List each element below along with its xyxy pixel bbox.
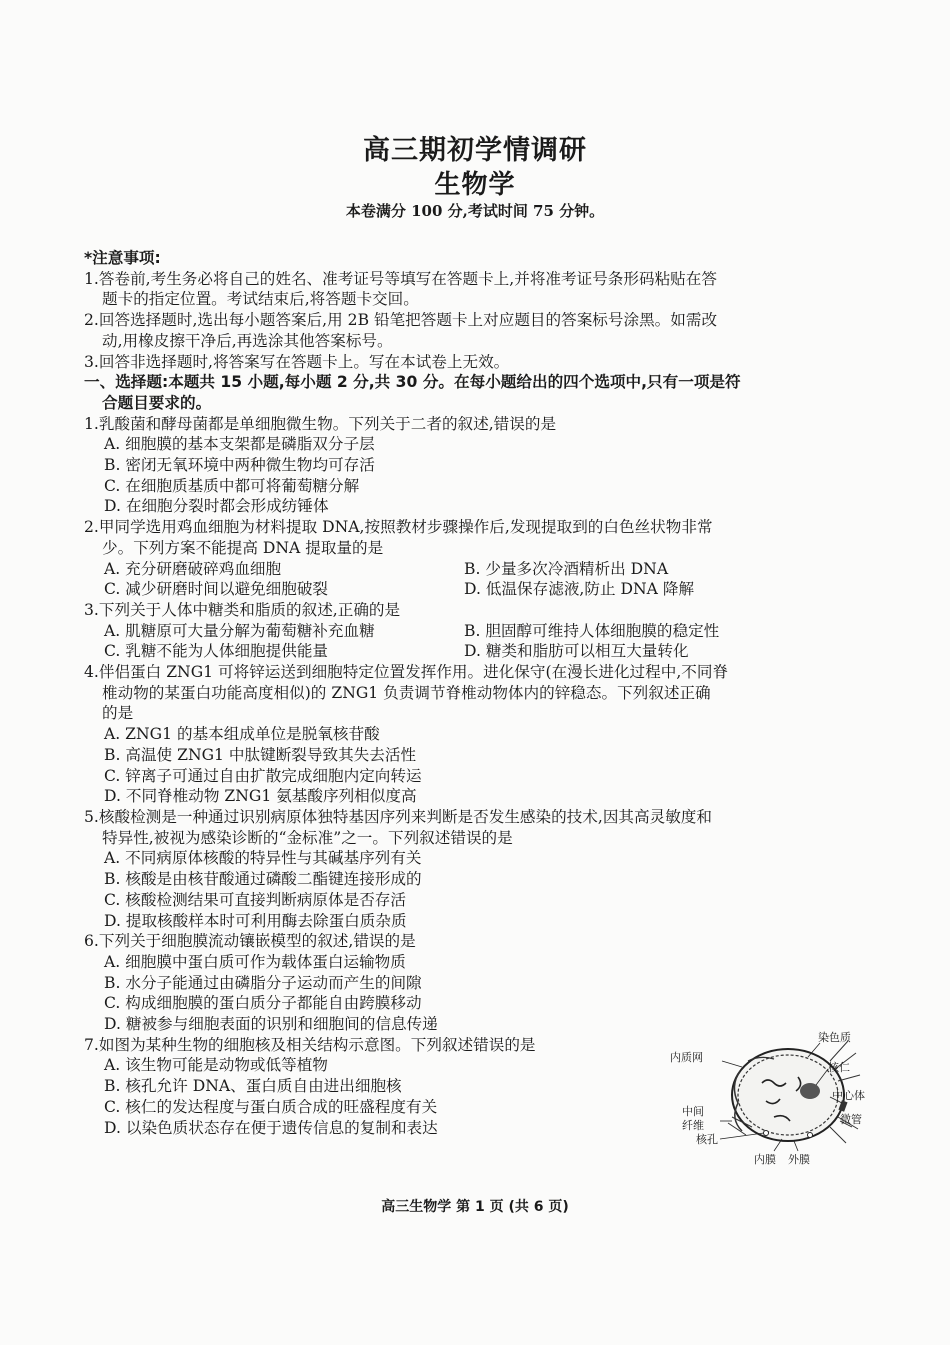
exam-content <box>84 248 874 1166</box>
label-inner-membrane: 内膜 <box>754 1152 776 1166</box>
q4-option-c: C. 锌离子可通过自由扩散完成细胞内定向转运 <box>104 766 422 785</box>
q6-option-a: A. 细胞膜中蛋白质可作为载体蛋白运输物质 <box>104 952 406 971</box>
q2-stem-cont: 少。下列方案不能提高 DNA 提取量的是 <box>102 538 384 557</box>
notice-line: 2.回答选择题时,选出每小题答案后,用 2B 铅笔把答题卡上对应题目的答案标号涂黑。如需改 <box>84 311 718 330</box>
q1-option-d: D. 在细胞分裂时都会形成纺锤体 <box>104 497 329 516</box>
page-footer: 高三生物学 第 1 页 (共 6 页) <box>381 1199 569 1215</box>
q7-option-d: D. 以染色质状态存在便于遗传信息的复制和表达 <box>104 1118 438 1137</box>
exam-info: 本卷满分 100 分,考试时间 75 分钟。 <box>345 202 605 220</box>
q7-block <box>84 1030 874 1166</box>
q6-option-b: B. 水分子能通过由磷脂分子运动而产生的间隙 <box>104 973 422 992</box>
q6-option-d: D. 糖被参与细胞表面的识别和细胞间的信息传递 <box>104 1015 438 1034</box>
section-heading: 一、选择题:本题共 15 小题,每小题 2 分,共 30 分。在每小题给出的四个选项中,只有一项是符 <box>84 373 741 392</box>
q4-stem: 4.伴侣蛋白 ZNG1 可将锌运送到细胞特定位置发挥作用。进化保守(在漫长进化过程中,不同脊 <box>84 663 729 682</box>
q3-options-row1 <box>84 621 874 642</box>
q4-option-a: A. ZNG1 的基本组成单位是脱氧核苷酸 <box>104 725 380 744</box>
q7-option-a: A. 该生物可能是动物或低等植物 <box>104 1056 328 1075</box>
pore-shape <box>764 1130 769 1135</box>
q3-option-c: C. 乳糖不能为人体细胞提供能量 <box>104 642 329 661</box>
label-outer-membrane: 外膜 <box>788 1152 810 1166</box>
q7-option-c: C. 核仁的发达程度与蛋白质合成的旺盛程度有关 <box>104 1097 438 1116</box>
q5-option-d: D. 提取核酸样本时可利用酶去除蛋白质杂质 <box>104 911 407 930</box>
q2-option-b: B. 少量多次冷酒精析出 DNA <box>464 559 669 578</box>
q2-options-row1 <box>84 559 874 580</box>
label-filament-1: 中间 <box>682 1104 704 1118</box>
notice-line: 动,用橡皮擦干净后,再选涂其他答案标号。 <box>102 331 393 350</box>
label-microtubule: 微管 <box>840 1112 862 1126</box>
q4-stem-cont: 的是 <box>102 704 134 723</box>
q2-options-row2 <box>84 579 874 600</box>
q3-option-b: B. 胆固醇可维持人体细胞膜的稳定性 <box>464 621 720 640</box>
q5-stem: 5.核酸检测是一种通过识别病原体独特基因序列来判断是否发生感染的技术,因其高灵敏度和 <box>84 807 712 826</box>
q3-option-d: D. 糖类和脂肪可以相互大量转化 <box>464 642 689 661</box>
label-chromatin: 染色质 <box>818 1030 851 1044</box>
q1-option-b: B. 密闭无氧环境中两种微生物均可存活 <box>104 456 375 475</box>
q4-stem-cont: 椎动物的某蛋白功能高度相似)的 ZNG1 负责调节脊椎动物体内的锌稳态。下列叙述正确 <box>102 683 711 702</box>
q4-option-d: D. 不同脊椎动物 ZNG1 氨基酸序列相似度高 <box>104 787 417 806</box>
q6-stem: 6.下列关于细胞膜流动镶嵌模型的叙述,错误的是 <box>84 932 416 951</box>
q5-option-c: C. 核酸检测结果可直接判断病原体是否存活 <box>104 890 406 909</box>
notice-line: 1.答卷前,考生务必将自己的姓名、准考证号等填写在答题卡上,并将准考证号条形码粘贴在答 <box>84 269 717 288</box>
q2-stem: 2.甲同学选用鸡血细胞为材料提取 DNA,按照教材步骤操作后,发现提取到的白色丝状物非常 <box>84 518 713 537</box>
notice-line: 3.回答非选择题时,将答案写在答题卡上。写在本试卷上无效。 <box>84 352 510 371</box>
label-filament-2: 纤维 <box>682 1118 704 1132</box>
q7-option-b: B. 核孔允许 DNA、蛋白质自由进出细胞核 <box>104 1077 402 1096</box>
pore-shape <box>808 1132 813 1137</box>
nucleus-diagram <box>670 1031 880 1166</box>
q3-options-row2 <box>84 641 874 662</box>
q1-option-c: C. 在细胞质基质中都可将葡萄糖分解 <box>104 476 360 495</box>
section-heading-cont: 合题目要求的。 <box>102 393 212 412</box>
label-pore: 核孔 <box>696 1132 718 1146</box>
label-centrosome: 中心体 <box>832 1088 865 1102</box>
q6-option-c: C. 构成细胞膜的蛋白质分子都能自由跨膜移动 <box>104 994 422 1013</box>
notice-line: 题卡的指定位置。考试结束后,将答题卡交回。 <box>102 290 419 309</box>
q7-stem: 7.如图为某种生物的细胞核及相关结构示意图。下列叙述错误的是 <box>84 1035 536 1054</box>
q2-option-a: A. 充分研磨破碎鸡血细胞 <box>104 559 282 578</box>
label-nucleolus: 核仁 <box>828 1060 850 1074</box>
q1-stem: 1.乳酸菌和酵母菌都是单细胞微生物。下列关于二者的叙述,错误的是 <box>84 414 557 433</box>
q2-option-d: D. 低温保存滤液,防止 DNA 降解 <box>464 580 695 599</box>
q3-stem: 3.下列关于人体中糖类和脂质的叙述,正确的是 <box>84 600 401 619</box>
q5-option-a: A. 不同病原体核酸的特异性与其碱基序列有关 <box>104 849 422 868</box>
notice-heading: *注意事项: <box>84 249 161 267</box>
q1-option-a: A. 细胞膜的基本支架都是磷脂双分子层 <box>104 435 375 454</box>
q5-option-b: B. 核酸是由核苷酸通过磷酸二酯键连接形成的 <box>104 870 422 889</box>
exam-subject: 生物学 <box>434 170 516 200</box>
exam-title: 高三期初学情调研 <box>363 135 587 166</box>
q3-option-a: A. 肌糖原可大量分解为葡萄糖补充血糖 <box>104 621 375 640</box>
label-er: 内质网 <box>670 1050 703 1064</box>
q2-option-c: C. 减少研磨时间以避免细胞破裂 <box>104 580 329 599</box>
q4-option-b: B. 高温使 ZNG1 中肽键断裂导致其失去活性 <box>104 745 417 764</box>
nucleolus-shape <box>800 1083 820 1099</box>
q5-stem-cont: 特异性,被视为感染诊断的“金标准”之一。下列叙述错误的是 <box>102 828 513 847</box>
